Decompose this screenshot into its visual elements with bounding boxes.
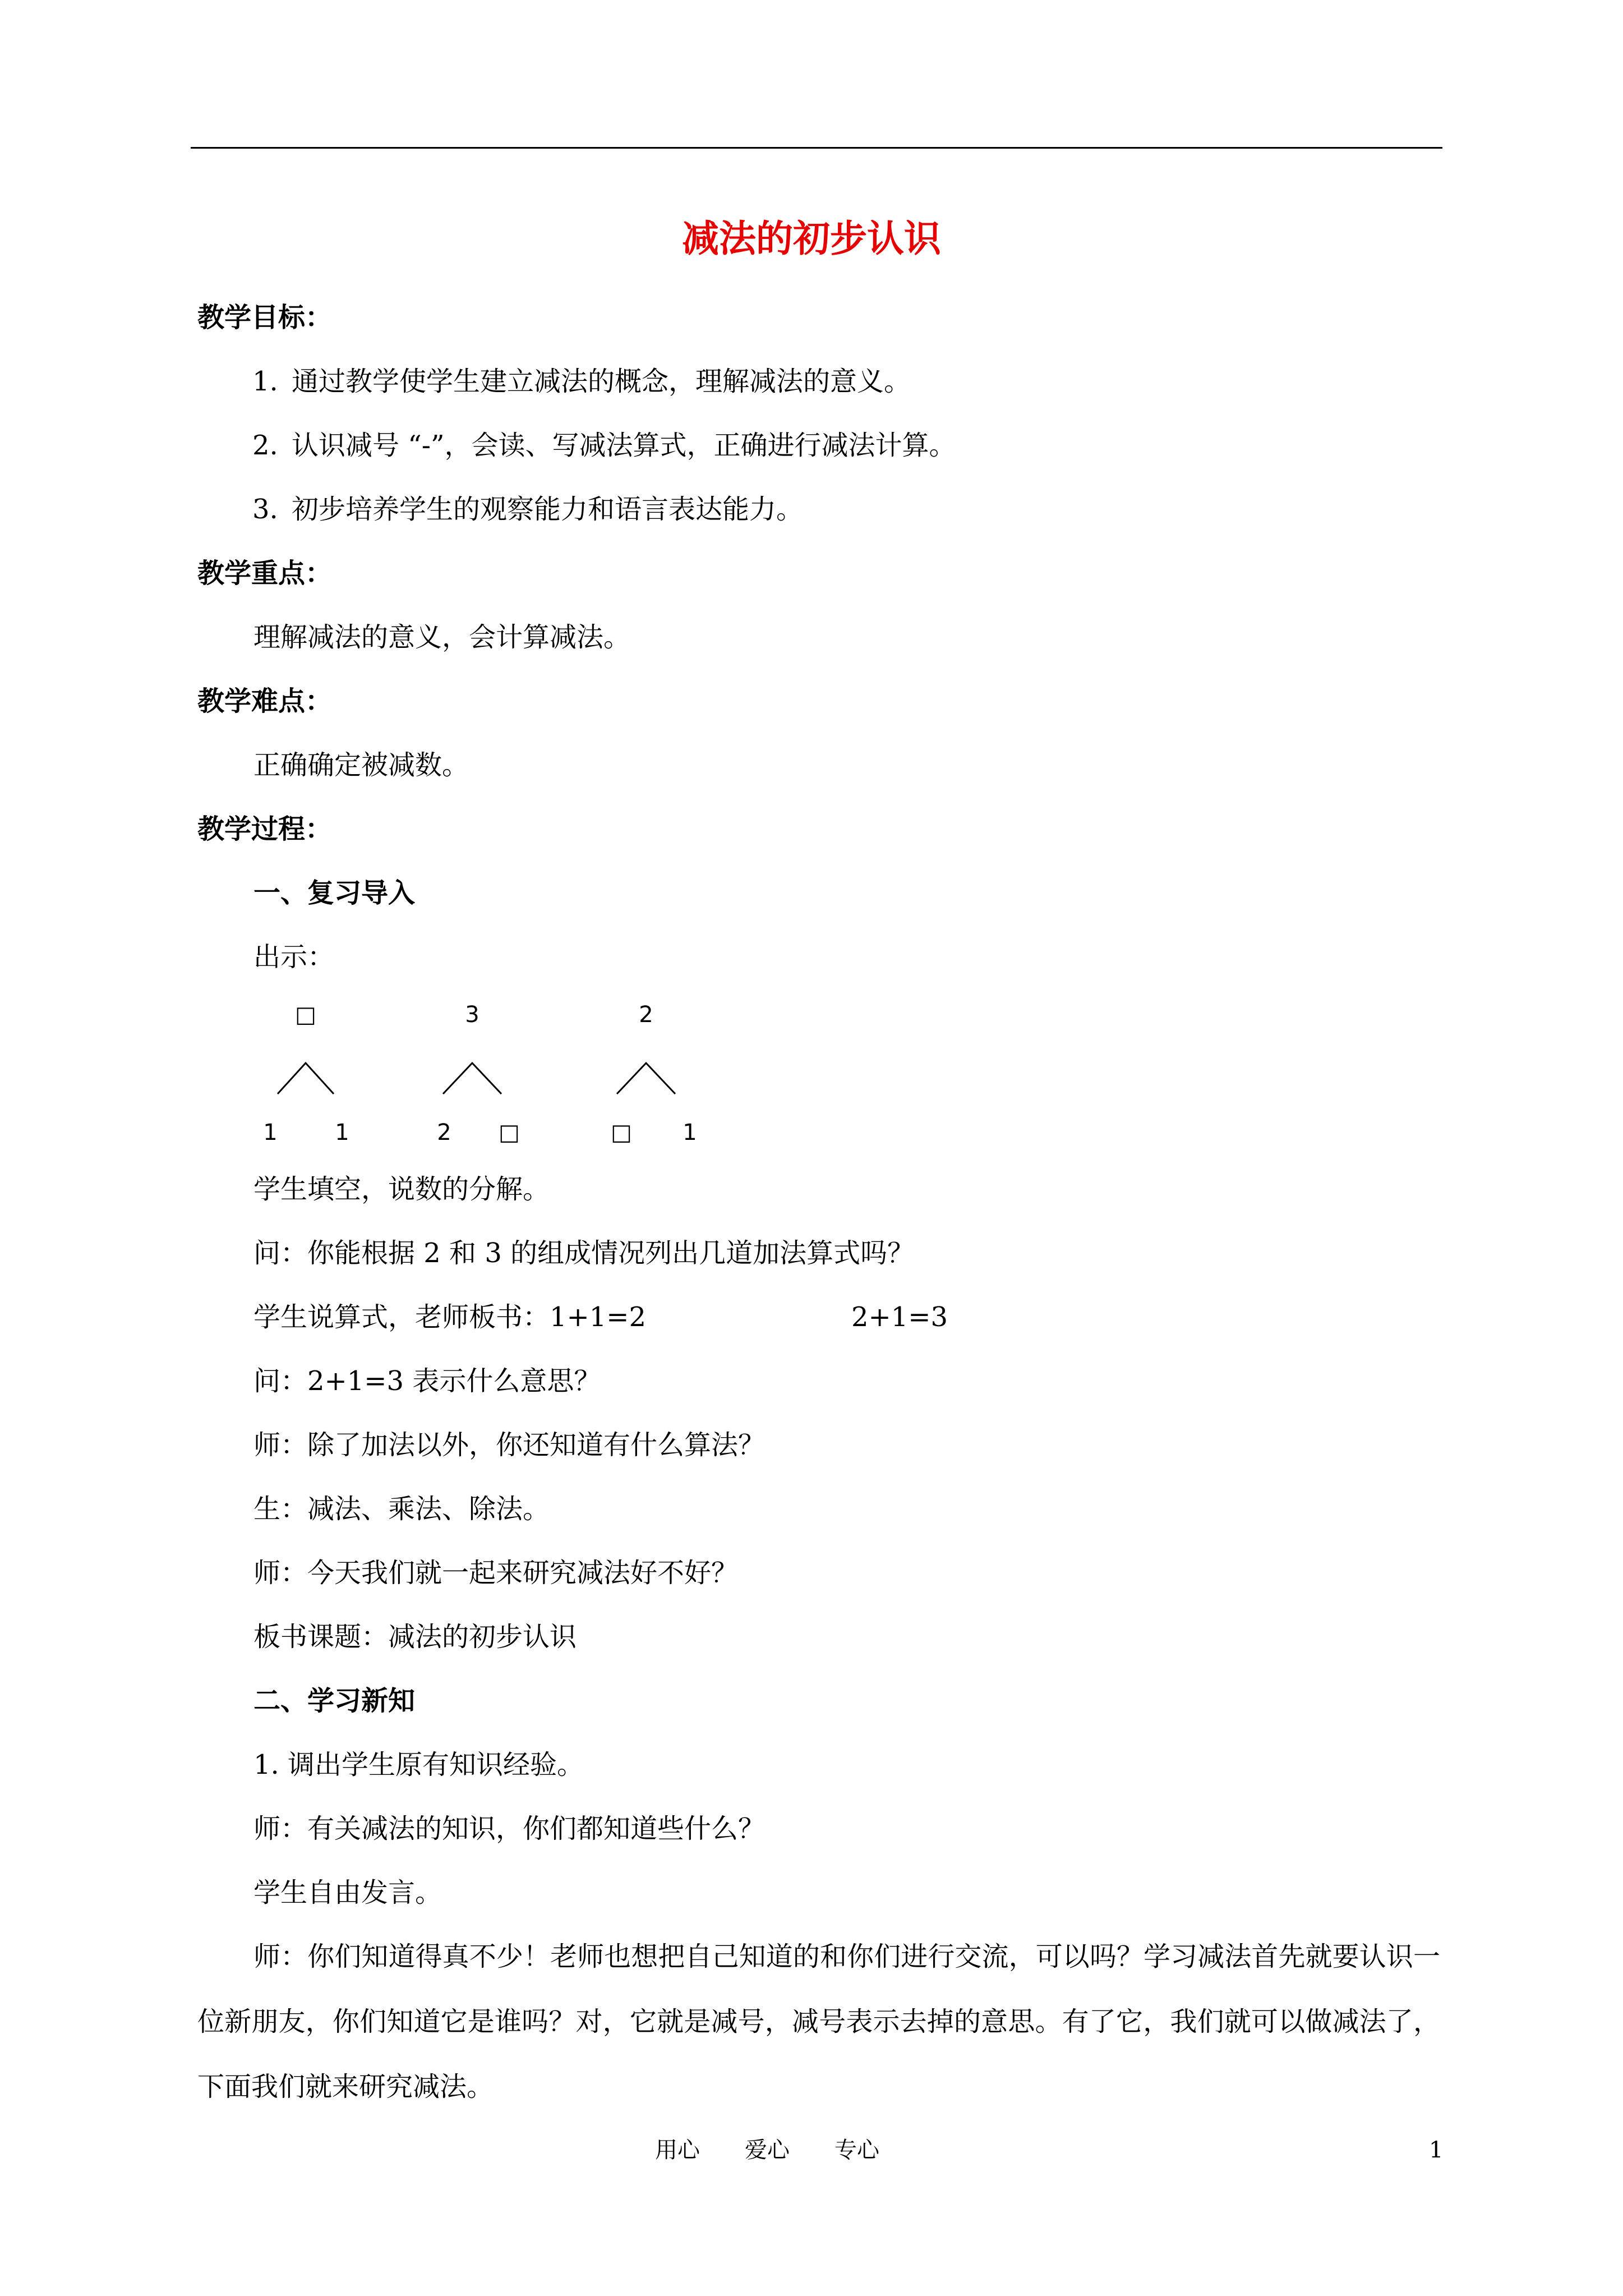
text-line: 学生自由发言。 bbox=[253, 1877, 442, 1908]
objective-item bbox=[252, 491, 803, 527]
key-point-text: 理解减法的意义，会计算减法。 bbox=[253, 622, 631, 653]
tree-left: □ bbox=[611, 1120, 632, 1145]
text-line: 生：减法、乘法、除法。 bbox=[253, 1493, 550, 1525]
document-title: 减法的初步认识 bbox=[682, 217, 941, 260]
difficulty-text: 正确确定被减数。 bbox=[253, 749, 469, 781]
text-line: 师：今天我们就一起来研究减法好不好？ bbox=[253, 1557, 739, 1589]
text-line: 问：2+1=3 表示什么意思？ bbox=[253, 1365, 601, 1397]
part1-heading: 一、复习导入 bbox=[253, 877, 416, 909]
objective-text: 通过教学使学生建立减法的概念，理解减法的意义。 bbox=[292, 366, 911, 397]
objective-item bbox=[252, 364, 911, 399]
tree-branches bbox=[443, 1063, 501, 1094]
text-line: 师：除了加法以外，你还知道有什么算法？ bbox=[253, 1429, 766, 1461]
objective-text: 初步培养学生的观察能力和语言表达能力。 bbox=[292, 494, 804, 525]
body-paragraph: 师：你们知道得真不少！老师也想把自己知道的和你们进行交流，可以吗？学习减法首先就要认识一位新朋友，你们知道它是谁吗？对，它就是减号，减号表示去掉的意思。有了它，我们就可以做减法了，下面我们就来研究减法。 bbox=[197, 1941, 1440, 2102]
header-rule bbox=[191, 147, 1442, 149]
show-label: 出示： bbox=[253, 941, 335, 973]
footer-motto-word: 专心 bbox=[834, 2137, 879, 2163]
tree-left: 1 bbox=[263, 1120, 278, 1145]
text-line: 问：你能根据 2 和 3 的组成情况列出几道加法算式吗？ bbox=[253, 1237, 915, 1269]
footer-motto-word: 爱心 bbox=[745, 2137, 790, 2163]
footer-motto bbox=[655, 2134, 879, 2166]
text-line: 师：有关减法的知识，你们都知道些什么？ bbox=[253, 1813, 766, 1844]
tree-right: □ bbox=[499, 1120, 520, 1145]
text-line: 板书课题：减法的初步认识 bbox=[253, 1621, 577, 1653]
process-heading: 教学过程： bbox=[197, 813, 333, 845]
objective-number: 3. bbox=[252, 494, 278, 525]
objective-number: 2. bbox=[252, 430, 278, 461]
decomposition-tree bbox=[611, 1002, 697, 1145]
number-decomposition-diagram bbox=[241, 993, 746, 1156]
tree-right: 1 bbox=[335, 1120, 349, 1145]
tree-right: 1 bbox=[683, 1120, 697, 1145]
objective-item bbox=[252, 427, 956, 463]
tree-top: 2 bbox=[639, 1002, 653, 1028]
board-line-second: 2+1=3 bbox=[851, 1301, 948, 1333]
decomposition-tree bbox=[437, 1002, 520, 1145]
board-line: 学生说算式，老师板书：1+1=2 bbox=[253, 1301, 647, 1333]
objectives-heading: 教学目标： bbox=[197, 302, 333, 333]
objective-number: 1. bbox=[252, 366, 278, 397]
text-line: 学生填空，说数的分解。 bbox=[253, 1174, 550, 1205]
difficulty-heading: 教学难点： bbox=[197, 685, 333, 717]
text-line: 1. 调出学生原有知识经验。 bbox=[253, 1749, 584, 1780]
tree-branches bbox=[278, 1063, 334, 1094]
part2-heading: 二、学习新知 bbox=[253, 1685, 416, 1717]
tree-top: □ bbox=[295, 1002, 316, 1028]
decomposition-tree bbox=[263, 1002, 349, 1145]
key-point-heading: 教学重点： bbox=[197, 558, 333, 589]
tree-left: 2 bbox=[437, 1120, 451, 1145]
page-number: 1 bbox=[1429, 2137, 1444, 2163]
objective-text: 认识减号 “-”，会读、写减法算式，正确进行减法计算。 bbox=[292, 430, 956, 461]
footer-motto-word: 用心 bbox=[655, 2137, 700, 2163]
tree-branches bbox=[617, 1063, 675, 1094]
tree-top: 3 bbox=[465, 1002, 479, 1028]
